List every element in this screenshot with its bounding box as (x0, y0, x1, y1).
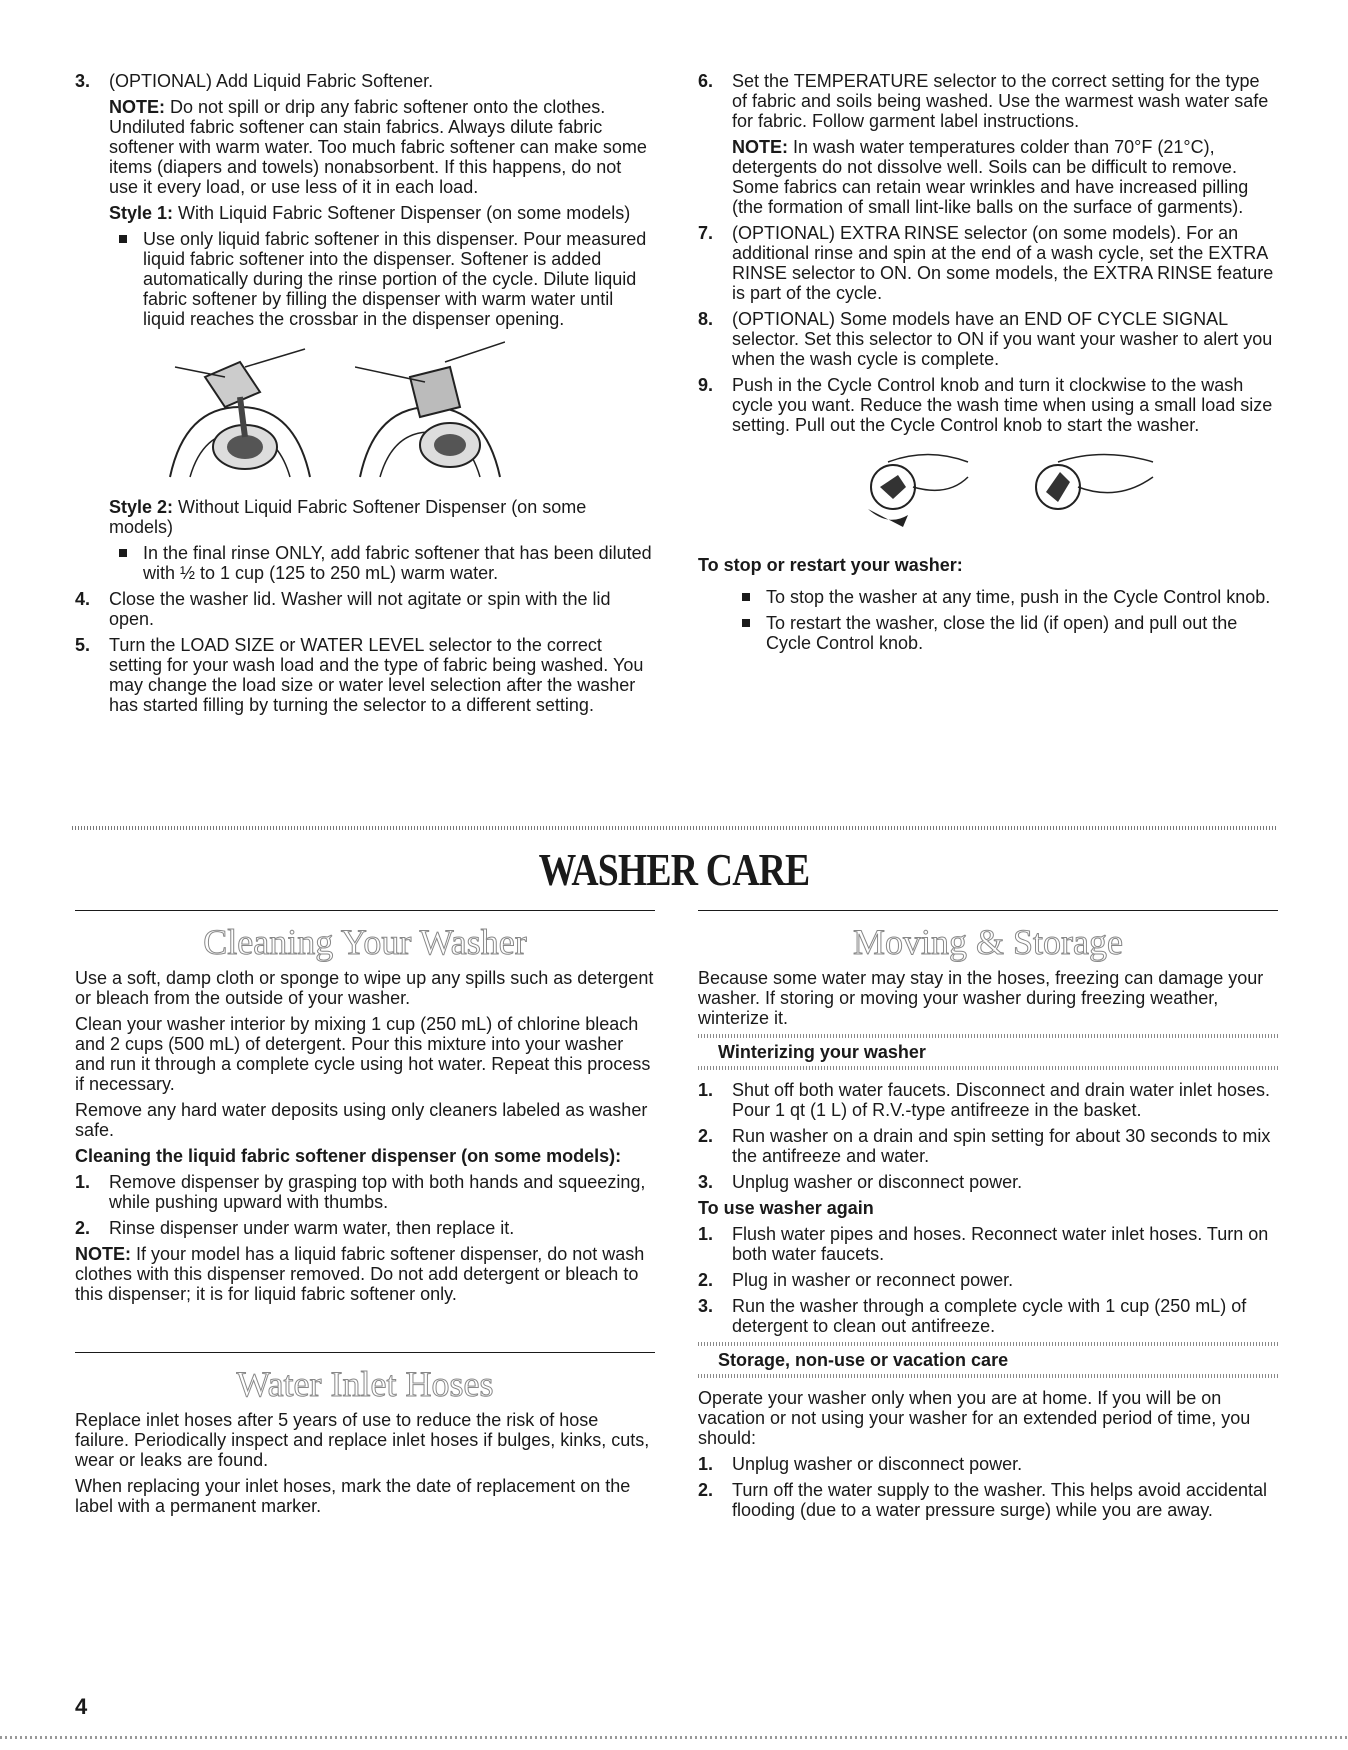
pull-knob-illustration-icon (1028, 447, 1158, 537)
style-2-heading: Style 2: Without Liquid Fabric Softener Dispenser (on some models) (109, 497, 587, 537)
style-2-bullet: In the final rinse ONLY, add fabric softener that has been diluted with ½ to 1 cup (125 to 250 mL) warm water. (75, 543, 655, 583)
pour-cup-illustration-icon (165, 337, 315, 487)
fill-dispenser-illustration-icon (355, 337, 505, 487)
step-9: 9. Push in the Cycle Control knob and turn it clockwise to the wash cycle you want. Reduce the wash time when using a small load size setting. Pull out the Cycle Control knob to start the washer. (698, 375, 1273, 435)
push-turn-knob-illustration-icon (858, 447, 988, 537)
bullet-square-icon (742, 593, 750, 601)
winter-step-2: 2. Run washer on a drain and spin setting for about 30 seconds to mix the antifreeze and water. (698, 1126, 1271, 1166)
bullet-square-icon (119, 549, 127, 557)
again-step-1: 1. Flush water pipes and hoses. Reconnect water inlet hoses. Turn on both water faucets. (698, 1224, 1269, 1264)
restart-bullet: To restart the washer, close the lid (if open) and pull out the Cycle Control knob. (698, 613, 1278, 653)
style-1-heading: Style 1: With Liquid Fabric Softener Dispenser (on some models) (109, 203, 631, 223)
hoses-p1: Replace inlet hoses after 5 years of use to reduce the risk of hose failure. Periodically inspect and replace inlet hoses if bulges, kinks, cuts, wear or leaks are found. (75, 1410, 650, 1470)
moving-title: Moving & Storage (853, 922, 1123, 962)
style-1-bullet: Use only liquid fabric softener in this dispenser. Pour measured liquid fabric softener into the dispenser. Softener is added automatically during the rinse portion of the cycle. Dilute liquid fabric softener by filling the dispenser with warm water until liquid reaches the crossbar in the dispenser opening. (75, 229, 655, 329)
top-left-column (75, 71, 655, 721)
cleaning-p1: Use a soft, damp cloth or sponge to wipe up any spills such as detergent or bleach from the outside of your washer. (75, 968, 654, 1008)
step-4: 4. Close the washer lid. Washer will not agitate or spin with the lid open. (75, 589, 611, 629)
section-divider (72, 826, 1278, 830)
cleaning-step-1: 1. Remove dispenser by grasping top with both hands and squeezing, while pushing upward with thumbs. (75, 1172, 646, 1212)
stop-bullet: To stop the washer at any time, push in the Cycle Control knob. (698, 587, 1278, 607)
hoses-rule (75, 1352, 655, 1353)
hoses-section (75, 1364, 655, 1522)
cleaning-step-2: 2. Rinse dispenser under warm water, then replace it. (75, 1218, 515, 1238)
step-3: 3. (OPTIONAL) Add Liquid Fabric Softener. (75, 71, 434, 91)
step-6: 6. Set the TEMPERATURE selector to the correct setting for the type of fabric and soils being washed. Use the warmest wash water safe for fabric. Follow garment label instructions. (698, 71, 1269, 131)
bottom-left-column (75, 922, 655, 1310)
page-number: 4 (75, 1694, 88, 1719)
bullet-square-icon (119, 235, 127, 243)
moving-intro: Because some water may stay in the hoses, freezing can damage your washer. If storing or moving your washer during freezing weather, winterize it. (698, 968, 1264, 1028)
moving-rule (698, 910, 1278, 911)
bottom-right-column (698, 922, 1278, 1526)
hoses-title: Water Inlet Hoses (236, 1364, 494, 1404)
storage-step-2: 2. Turn off the water supply to the washer. This helps avoid accidental flooding (due to a water pressure surge) while you are away. (698, 1480, 1267, 1520)
use-again-heading: To use washer again (698, 1198, 874, 1218)
bottom-edge-strip (0, 1736, 1348, 1739)
winter-step-1: 1. Shut off both water faucets. Disconnect and drain water inlet hoses. Pour 1 qt (1 L) of R.V.-type antifreeze in the basket. (698, 1080, 1270, 1120)
top-right-column (698, 71, 1278, 659)
storage-heading: Storage, non-use or vacation care (698, 1342, 1278, 1378)
step-5: 5. Turn the LOAD SIZE or WATER LEVEL selector to the correct setting for your wash load and the type of fabric being washed. You may change the load size or water level selection after the washer has started filling by turning the selector to a different setting. (75, 635, 644, 715)
bullet-square-icon (742, 619, 750, 627)
cleaning-title: Cleaning Your Washer (203, 922, 527, 962)
winterizing-heading: Winterizing your washer (698, 1034, 1278, 1070)
storage-step-1: 1. Unplug washer or disconnect power. (698, 1454, 1023, 1474)
dispenser-cleaning-heading: Cleaning the liquid fabric softener dispenser (on some models): (75, 1146, 622, 1166)
again-step-2: 2. Plug in washer or reconnect power. (698, 1270, 1014, 1290)
cleaning-rule (75, 910, 655, 911)
cleaning-p3: Remove any hard water deposits using only cleaners labeled as washer safe. (75, 1100, 648, 1140)
again-step-3: 3. Run the washer through a complete cycle with 1 cup (250 mL) of detergent to clean out antifreeze. (698, 1296, 1247, 1336)
stop-restart-heading: To stop or restart your washer: (698, 555, 963, 575)
step-8: 8. (OPTIONAL) Some models have an END OF CYCLE SIGNAL selector. Set this selector to ON if you want your washer to alert you when the wash cycle is complete. (698, 309, 1273, 369)
cleaning-p2: Clean your washer interior by mixing 1 cup (250 mL) of chlorine bleach and 2 cups (500 mL) of detergent. Pour this mixture into your washer and run it through a complete cycle using hot water. Repeat this process if necessary. (75, 1014, 651, 1094)
note-fabric-softener: NOTE: Do not spill or drip any fabric softener onto the clothes. Undiluted fabric softener can stain fabrics. Always dilute fabric softener with warm water. Too much fabric softener can make some items (diapers and towels) nonabsorbent. If this happens, do not use it every load, or use less of it in each load. (109, 97, 647, 197)
note-temperature: NOTE: In wash water temperatures colder than 70°F (21°C), detergents do not dissolve well. Soils can be difficult to remove. Some fabrics can retain wear wrinkles and have increased pilling (the formation of small lint-like balls on the surface of garments). (732, 137, 1249, 217)
step-7: 7. (OPTIONAL) EXTRA RINSE selector (on some models). For an additional rinse and spin at the end of a wash cycle, set the EXTRA RINSE selector to ON. On some models, the EXTRA RINSE feature is part of the cycle. (698, 223, 1274, 303)
page-title: WASHER CARE (538, 844, 810, 895)
knob-illustrations (698, 447, 1278, 539)
storage-intro: Operate your washer only when you are at home. If you will be on vacation or not using your washer for an extended period of time, you should: (698, 1388, 1251, 1448)
winter-step-3: 3. Unplug washer or disconnect power. (698, 1172, 1023, 1192)
hoses-p2: When replacing your inlet hoses, mark the date of replacement on the label with a permanent marker. (75, 1476, 631, 1516)
dispenser-illustrations (75, 337, 655, 489)
cleaning-note: NOTE: If your model has a liquid fabric softener dispenser, do not wash clothes with this dispenser removed. Do not add detergent or bleach to this dispenser; it is for liquid fabric softener only. (75, 1244, 645, 1304)
